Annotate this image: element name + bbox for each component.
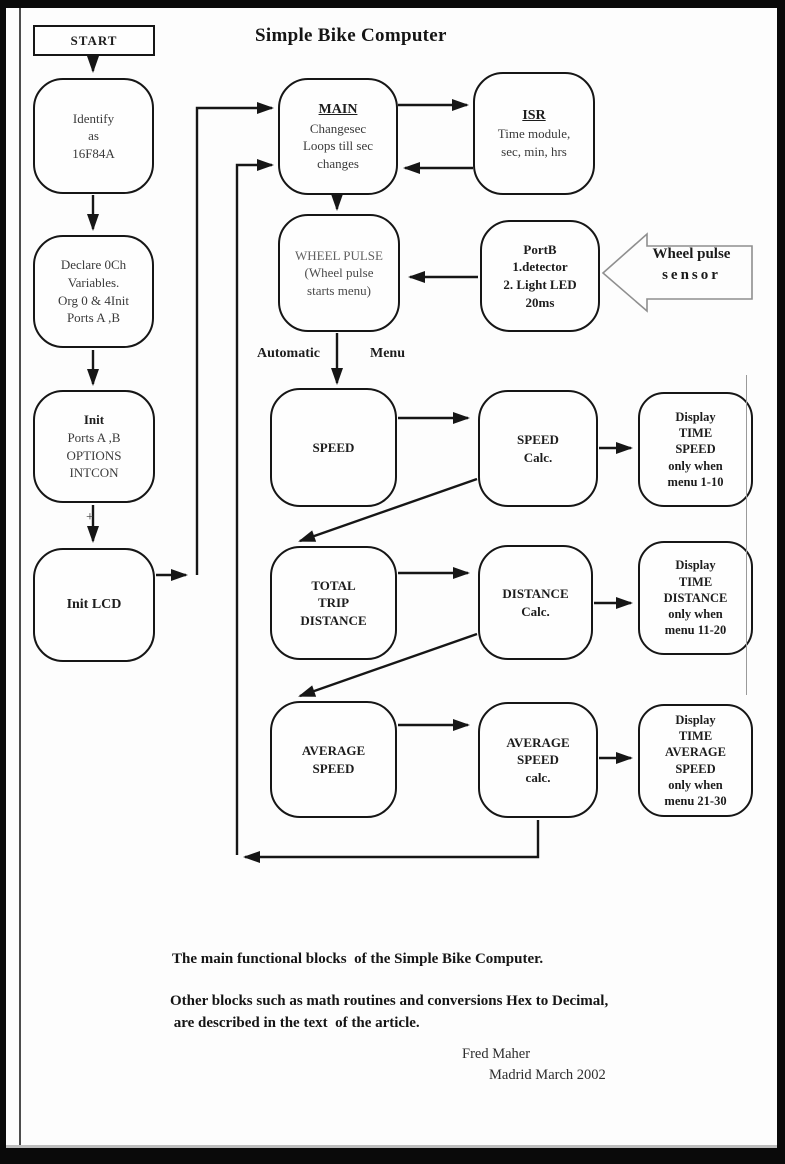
line-initlcd-to-main [197, 108, 272, 575]
node-total-trip-line: TOTAL [311, 577, 356, 593]
node-declare-line: Org 0 & 4Init [58, 292, 129, 308]
node-wheel-pulse [278, 214, 400, 332]
node-portb-line: 2. Light LED [503, 277, 577, 292]
node-average-speed [270, 701, 397, 818]
line-feedback-to-main [237, 165, 272, 855]
node-display-speed-line: TIME [678, 426, 713, 441]
author-name: Fred Maher [462, 1046, 531, 1062]
node-distance-calc-line: DISTANCE [502, 585, 569, 601]
frame-left [0, 0, 6, 1164]
node-wheel-pulse-line: (Wheel pulse [304, 265, 374, 281]
node-init-lcd-label: Init LCD [66, 596, 122, 612]
node-declare-line: Declare 0Ch [60, 257, 127, 273]
node-display-average-line: SPEED [675, 761, 716, 776]
node-main-line: Loops till sec [302, 138, 374, 154]
node-init-line: Ports A ,B [67, 429, 121, 445]
node-average-calc [478, 702, 598, 818]
node-display-distance-line: DISTANCE [663, 590, 728, 605]
node-wheel-pulse-line: starts menu) [307, 282, 371, 298]
node-isr-line: Time module, [497, 126, 571, 142]
node-display-speed-line: menu 1-10 [667, 474, 724, 489]
node-display-distance-line: Display [675, 558, 716, 573]
node-isr-title: ISR [522, 107, 546, 123]
node-identify-line: Identify [72, 110, 115, 126]
node-display-speed-line: SPEED [675, 442, 716, 457]
node-init-line: OPTIONS [66, 447, 122, 463]
node-init-title: Init [83, 412, 105, 428]
node-portb-line: 1.detector [512, 259, 568, 275]
node-average-calc-line: AVERAGE [506, 734, 570, 750]
node-declare-line: Variables. [67, 274, 120, 290]
node-speed [270, 388, 397, 507]
node-main-line: changes [317, 155, 359, 171]
plus-annotation: + [86, 510, 94, 525]
node-declare [33, 235, 154, 348]
frame-bottom [0, 1148, 785, 1164]
node-display-average-line: only when [668, 777, 723, 792]
node-display-speed [638, 392, 753, 507]
page-edge-line-right [746, 375, 747, 695]
node-average-speed-line: SPEED [312, 760, 355, 776]
node-total-trip-line: DISTANCE [300, 612, 367, 628]
frame-right [777, 0, 785, 1164]
node-display-speed-line: Display [675, 409, 716, 424]
node-distance-calc [478, 545, 593, 660]
node-average-speed-line: AVERAGE [301, 742, 366, 758]
label-automatic: Automatic [257, 346, 320, 361]
node-speed-calc-line: SPEED [517, 431, 559, 447]
frame-top [0, 0, 785, 8]
node-init [33, 390, 155, 503]
node-main-title: MAIN [318, 101, 358, 117]
node-main-line: Changesec [309, 120, 367, 136]
node-portb-line: 20ms [525, 294, 555, 310]
sensor-label [630, 244, 753, 286]
page-edge-line-left [19, 8, 21, 1148]
node-display-distance-line: only when [668, 607, 723, 622]
node-start [33, 25, 155, 56]
node-display-average-line: Display [675, 712, 716, 727]
sensor-label-line: sensor [662, 267, 721, 283]
node-identify-line: 16F84A [72, 145, 115, 161]
node-init-lcd [33, 548, 155, 662]
node-isr-line: sec, min, hrs [501, 143, 567, 159]
caption-other-blocks-line1: Other blocks such as math routines and conversions Hex to Decimal, [170, 993, 609, 1009]
node-portb-line: PortB [523, 241, 557, 257]
node-display-distance [638, 541, 753, 655]
node-average-calc-line: calc. [525, 769, 551, 785]
label-menu: Menu [370, 346, 405, 361]
node-identify-line: as [88, 128, 99, 144]
node-identify [33, 78, 154, 194]
node-speed-calc [478, 390, 598, 507]
node-average-calc-line: SPEED [517, 752, 559, 768]
page-title: Simple Bike Computer [255, 25, 447, 46]
node-display-average-line: TIME [678, 729, 713, 743]
node-display-average-line: menu 21-30 [664, 794, 727, 808]
node-declare-line: Ports A ,B [66, 310, 121, 326]
node-speed-label: SPEED [312, 439, 355, 455]
node-total-trip-line: TRIP [317, 595, 350, 611]
node-display-average-line: AVERAGE [665, 745, 726, 760]
node-main [278, 78, 398, 195]
line-avgcalc-feedback [245, 820, 538, 857]
node-display-distance-line: menu 11-20 [664, 623, 727, 638]
node-display-speed-line: only when [668, 458, 723, 473]
node-display-average [638, 704, 753, 817]
node-display-distance-line: TIME [678, 574, 713, 589]
author-date: Madrid March 2002 [489, 1067, 606, 1083]
node-distance-calc-line: Calc. [521, 603, 550, 619]
caption-main-blocks: The main functional blocks of the Simple Bike Computer. [172, 951, 544, 967]
node-wheel-pulse-line: WHEEL PULSE [295, 247, 383, 263]
node-init-line: INTCON [69, 465, 119, 481]
node-total-trip [270, 546, 397, 660]
sensor-label-line: Wheel pulse [652, 246, 731, 262]
node-portb [480, 220, 600, 332]
caption-other-blocks-line2: are described in the text of the article. [170, 1015, 420, 1031]
node-speed-calc-line: Calc. [523, 449, 553, 465]
node-isr [473, 72, 595, 195]
node-start-label: START [70, 32, 118, 48]
